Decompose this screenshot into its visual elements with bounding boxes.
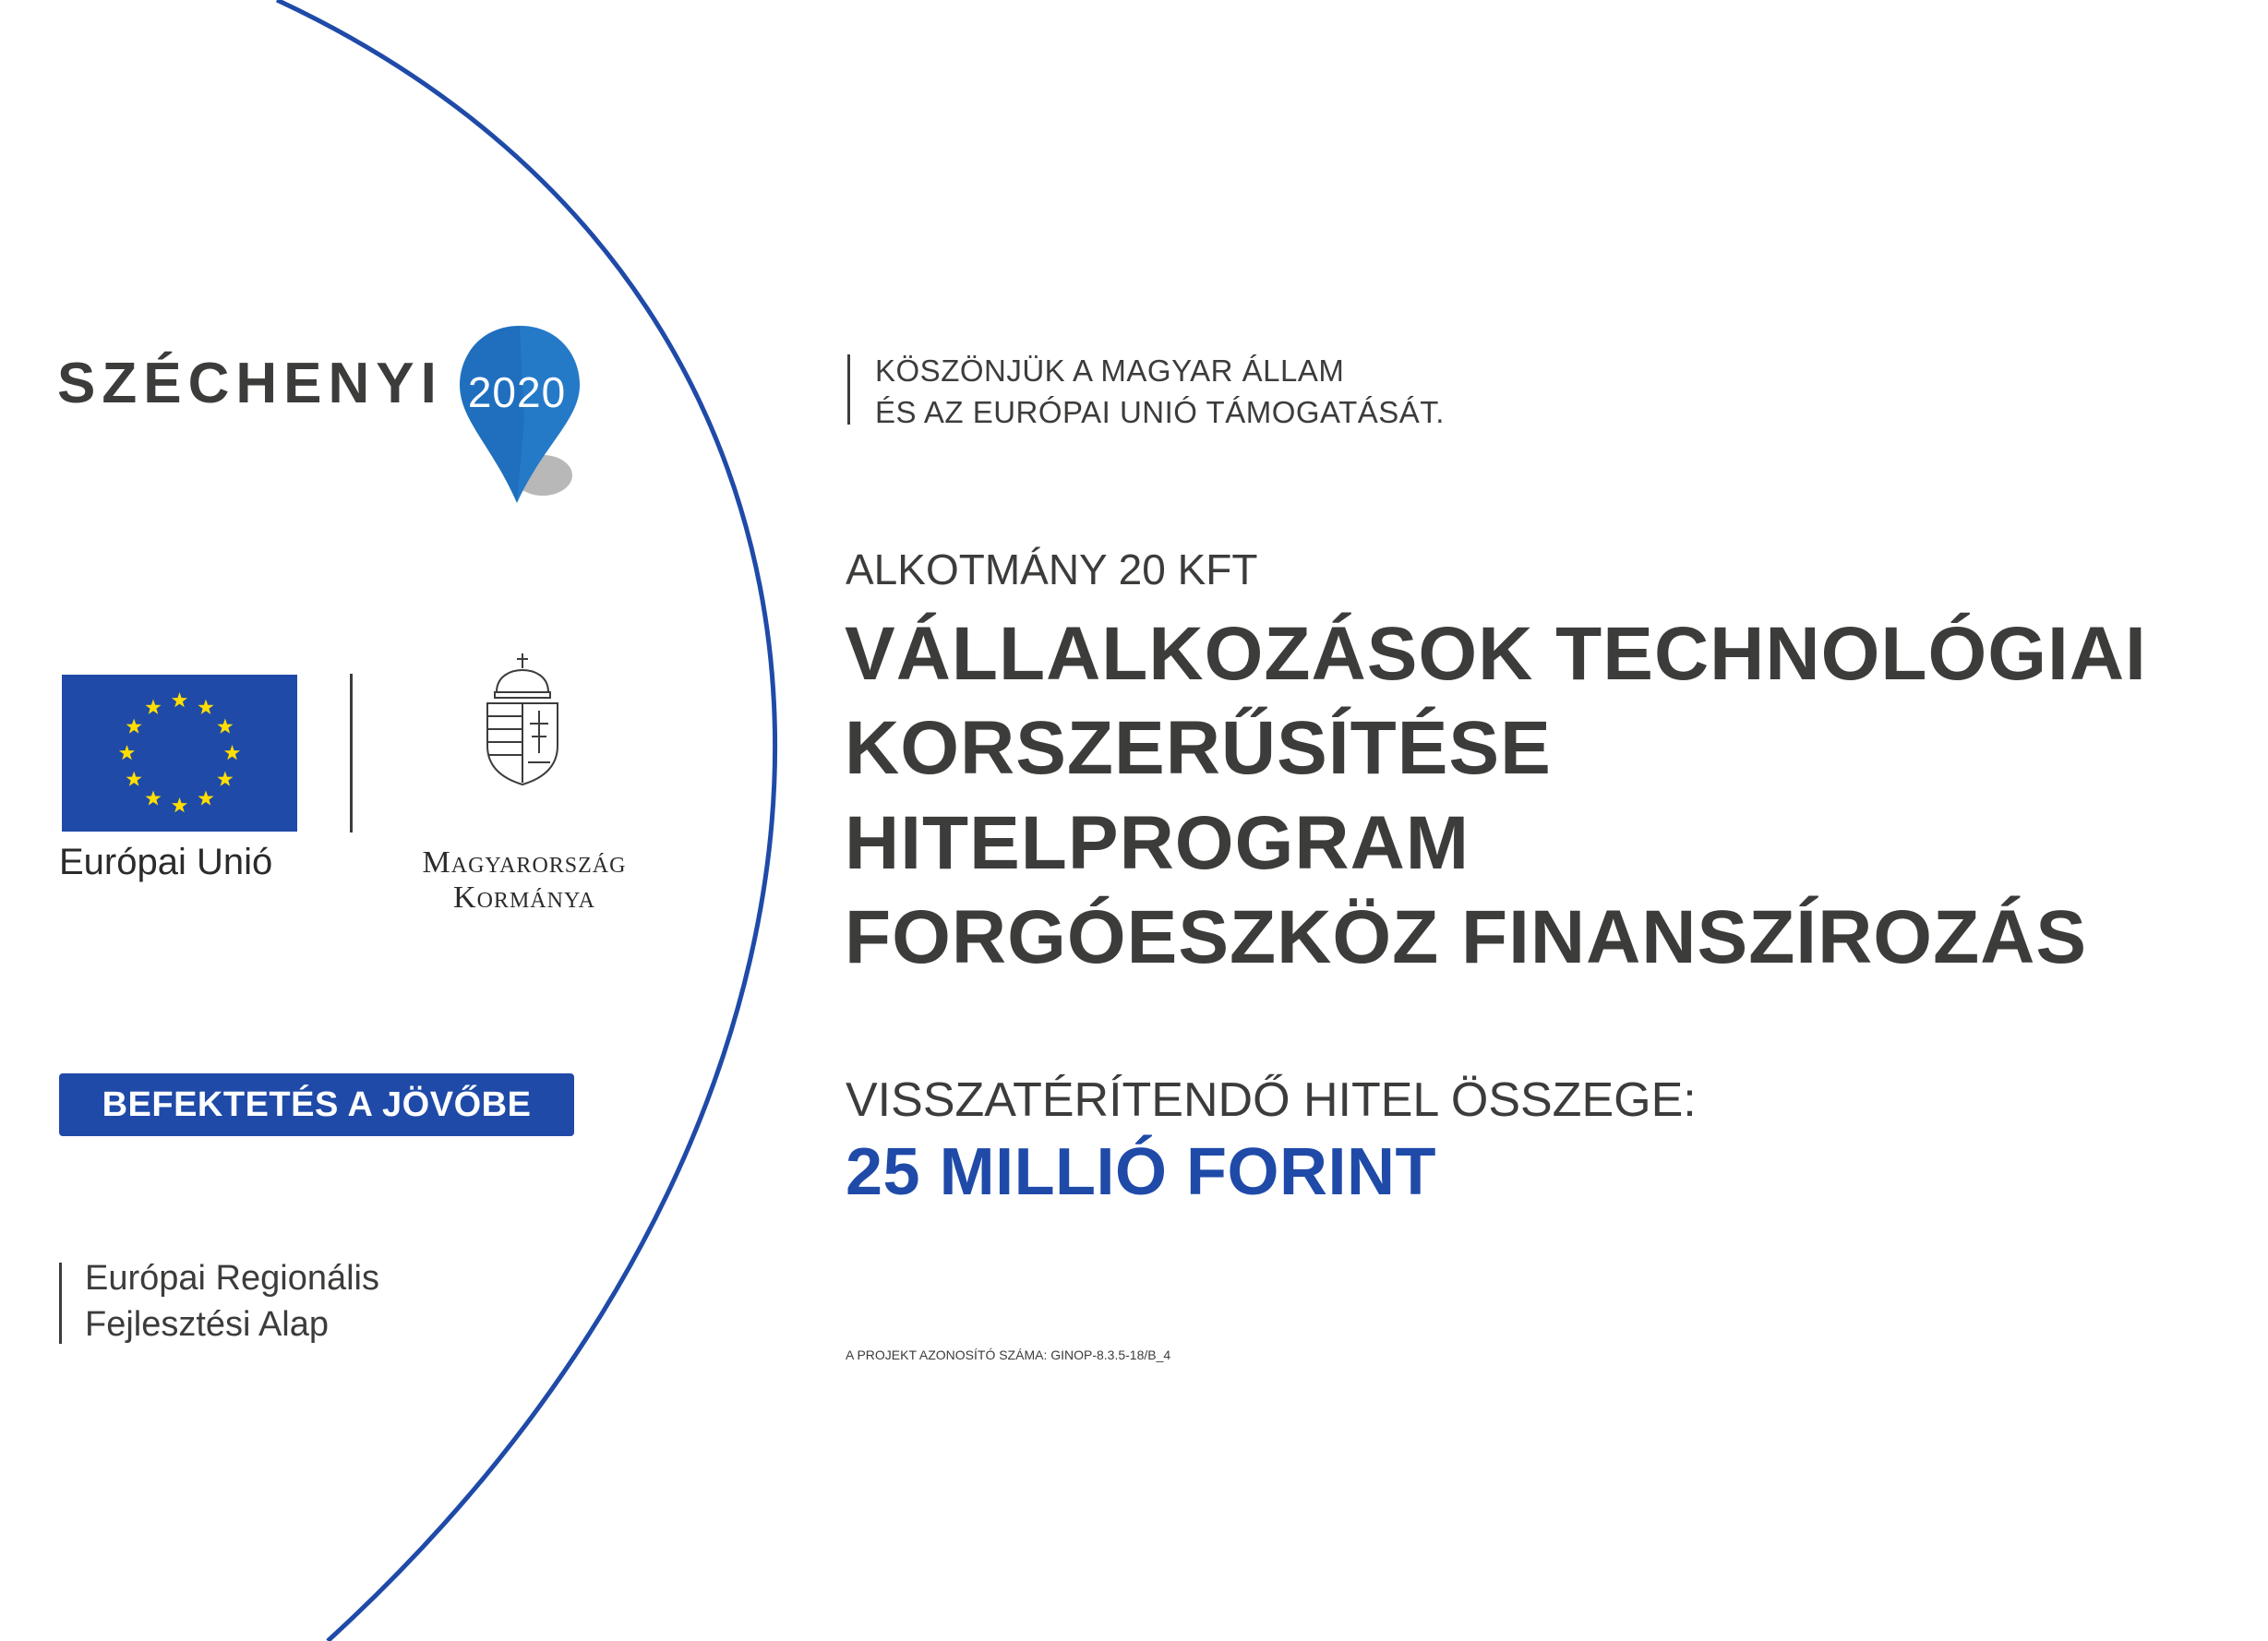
eu-star-icon <box>119 745 135 760</box>
eu-star-icon <box>217 719 233 734</box>
eu-star-icon <box>198 790 213 805</box>
project-title-line-2: KORSZERŰSÍTÉSE <box>845 706 1552 790</box>
fund-divider <box>59 1263 62 1344</box>
thanks-line-1: KÖSZÖNJÜK A MAGYAR ÁLLAM <box>875 353 1345 388</box>
eu-star-icon <box>172 692 187 707</box>
invest-in-future-badge: BEFEKTETÉS A JÖVŐBE <box>59 1073 574 1136</box>
government-name-line-2: Kormánya <box>453 880 595 915</box>
project-title-line-4: FORGÓESZKÖZ FINANSZÍROZÁS <box>845 895 2088 979</box>
eu-star-icon <box>126 772 142 786</box>
eu-star-icon <box>145 790 161 805</box>
thanks-divider <box>847 354 850 425</box>
coat-of-arms-icon <box>478 652 567 786</box>
project-title-line-1: VÁLLALKOZÁSOK TECHNOLÓGIAI <box>845 612 2147 696</box>
loan-amount-label: VISSZATÉRÍTENDŐ HITEL ÖSSZEGE: <box>846 1073 1697 1127</box>
project-title-line-3: HITELPROGRAM <box>845 801 1470 885</box>
eu-flag-icon <box>62 675 297 832</box>
logo-divider <box>350 674 353 832</box>
eu-star-icon <box>217 772 233 786</box>
company-name: ALKOTMÁNY 20 KFT <box>846 545 1258 593</box>
fund-name-line-2: Fejlesztési Alap <box>85 1305 330 1344</box>
government-name-line-1: Magyarország <box>422 845 627 880</box>
fund-name-line-1: Európai Regionális <box>85 1259 379 1298</box>
eu-star-icon <box>126 719 142 734</box>
eu-label: Európai Unió <box>59 842 273 882</box>
program-logo-year: 2020 <box>467 368 567 416</box>
eu-star-icon <box>198 700 213 714</box>
thanks-line-2: ÉS AZ EURÓPAI UNIÓ TÁMOGATÁSÁT. <box>875 395 1445 429</box>
eu-star-icon <box>172 797 187 812</box>
eu-star-icon <box>145 700 161 714</box>
eu-star-icon <box>224 745 240 760</box>
program-logo-wordmark: SZÉCHENYI <box>57 352 443 415</box>
project-id: A PROJEKT AZONOSÍTÓ SZÁMA: GINOP-8.3.5-18/B_4 <box>846 1348 1171 1362</box>
loan-amount-value: 25 MILLIÓ FORINT <box>846 1135 1437 1209</box>
